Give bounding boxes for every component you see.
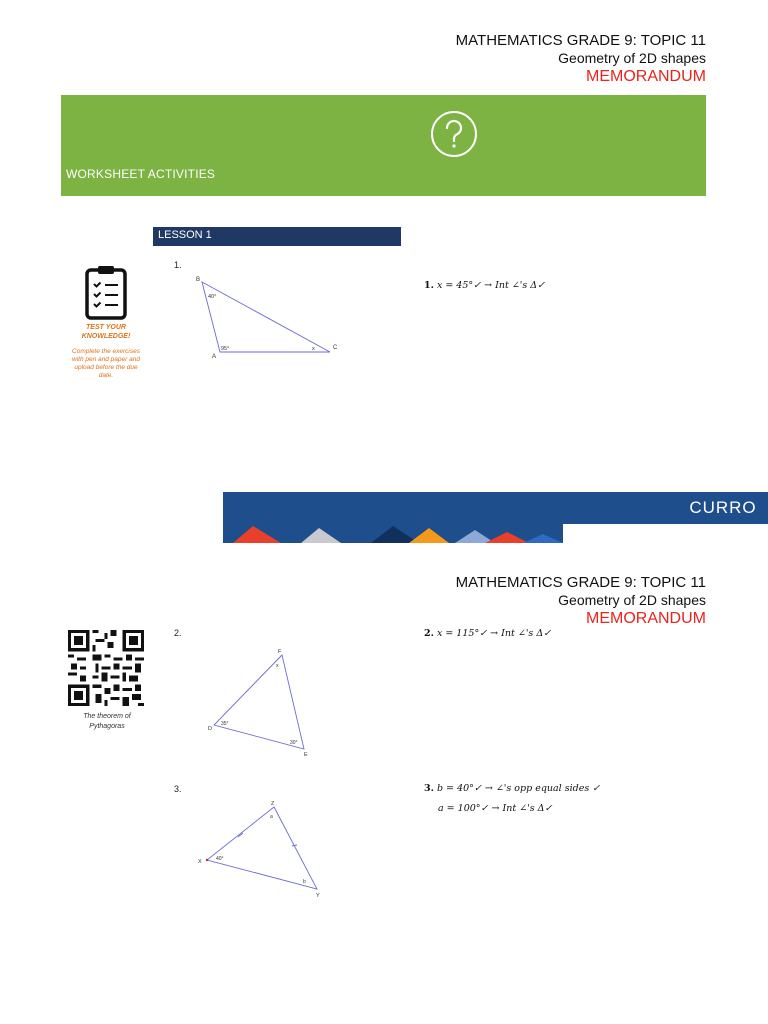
answer-number: 1. xyxy=(424,280,434,291)
vertex-label: A xyxy=(212,354,217,360)
angle-label: 40° xyxy=(208,294,217,300)
triangle-q3-diagram xyxy=(195,797,325,901)
header-title: MATHEMATICS GRADE 9: TOPIC 11 xyxy=(455,32,706,49)
title-line: TEST YOUR xyxy=(86,324,126,331)
header-subtitle: Geometry of 2D shapes xyxy=(558,50,706,66)
clipboard-checklist-icon xyxy=(84,264,128,320)
curro-logo: CURRO xyxy=(689,498,757,517)
title-line: KNOWLEDGE! xyxy=(81,333,131,340)
angle-label: 30° xyxy=(290,740,298,746)
question-number: 3. xyxy=(174,784,182,794)
header-title: MATHEMATICS GRADE 9: TOPIC 11 xyxy=(455,574,706,591)
qr-caption xyxy=(66,712,148,732)
vertex-label: F xyxy=(278,649,282,655)
desc-line: upload before the due xyxy=(74,364,138,371)
page1-header xyxy=(456,32,706,86)
desc-line: Complete the exercises xyxy=(72,348,140,355)
question-circle-icon xyxy=(430,110,478,158)
angle-label: a xyxy=(270,814,273,820)
answer-q3-line1 xyxy=(424,783,600,794)
answer-q3-line2 xyxy=(438,803,553,814)
answer-text: b = 40°✓ → ∠'s opp equal sides ✓ xyxy=(436,783,601,794)
vertex-label: Y xyxy=(316,893,320,899)
vertex-label: X xyxy=(198,859,202,865)
banner-label: WORKSHEET ACTIVITIES xyxy=(66,167,216,181)
header-memorandum: MEMORANDUM xyxy=(586,68,706,85)
caption-line: Pythagoras xyxy=(89,723,125,730)
curro-banner xyxy=(223,492,768,543)
desc-line: date. xyxy=(98,372,114,379)
equal-side-tick xyxy=(292,845,297,846)
test-your-knowledge-desc xyxy=(66,348,146,380)
answer-text: x = 45°✓ → Int ∠'s Δ✓ xyxy=(436,280,546,291)
answer-text: a = 100°✓ → Int ∠'s Δ✓ xyxy=(438,803,553,814)
page2-header xyxy=(456,574,706,628)
answer-q2 xyxy=(424,628,551,639)
answer-number: 2. xyxy=(424,628,434,639)
test-your-knowledge-title xyxy=(66,323,146,341)
angle-label: 95° xyxy=(221,346,230,352)
angle-label: b xyxy=(303,879,306,885)
angle-label: x xyxy=(276,663,279,669)
vertex-point xyxy=(206,859,208,861)
answer-number: 3. xyxy=(424,783,434,794)
triangle-q2-diagram xyxy=(200,645,320,760)
angle-label: 35° xyxy=(221,721,229,727)
vertex-label: Z xyxy=(271,801,275,807)
angle-label: 40° xyxy=(216,856,224,862)
vertex-label: B xyxy=(196,277,201,283)
vertex-label: D xyxy=(208,726,212,732)
triangle-q1-diagram xyxy=(192,272,352,364)
lesson-bar: LESSON 1 xyxy=(153,227,401,246)
caption-line: The theorem of xyxy=(83,713,131,720)
vertex-label: C xyxy=(333,345,338,351)
qr-code-icon[interactable] xyxy=(68,630,144,706)
desc-line: with pen and paper and xyxy=(72,356,140,363)
header-subtitle: Geometry of 2D shapes xyxy=(558,592,706,608)
answer-text: x = 115°✓ → Int ∠'s Δ✓ xyxy=(436,628,552,639)
angle-label: x xyxy=(312,346,315,352)
question-number: 2. xyxy=(174,628,182,638)
vertex-label: E xyxy=(304,752,308,758)
answer-q1 xyxy=(424,280,545,291)
header-memorandum: MEMORANDUM xyxy=(586,610,706,627)
question-number: 1. xyxy=(174,260,182,270)
